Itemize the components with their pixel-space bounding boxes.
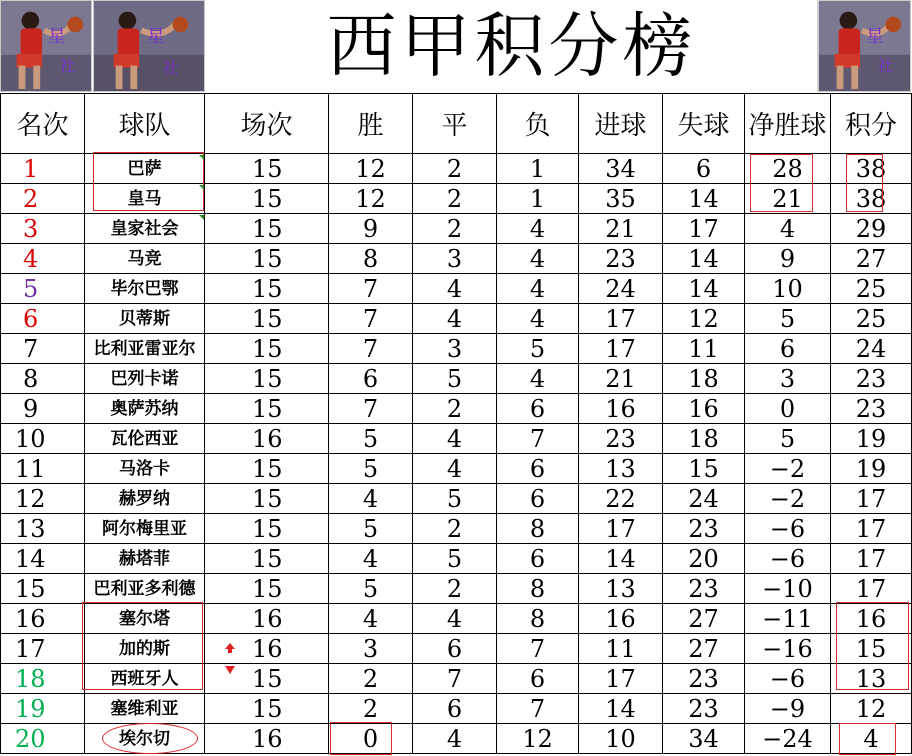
points-cell: 17: [831, 544, 912, 574]
team-name: 毕尔巴鄂: [85, 274, 205, 304]
points-cell: 24: [831, 334, 912, 364]
rank-cell: 18: [1, 664, 85, 694]
draw-cell: 3: [413, 244, 497, 274]
points-cell: 38: [831, 184, 912, 214]
player-thumbnail-icon: [819, 1, 910, 91]
goals-for-cell: 17: [579, 334, 663, 364]
played-cell: 15: [205, 574, 329, 604]
team-name: 加的斯: [85, 634, 205, 664]
goals-for-cell: 34: [579, 154, 663, 184]
rank-cell: 19: [1, 694, 85, 724]
goals-for-cell: 17: [579, 664, 663, 694]
header-row: [1, 94, 912, 154]
lost-cell: 1: [497, 184, 579, 214]
rank-cell: 1: [1, 154, 85, 184]
played-cell: 15: [205, 544, 329, 574]
table-row: [1, 244, 912, 274]
won-cell: 2: [329, 664, 413, 694]
lost-cell: 7: [497, 634, 579, 664]
points-cell: 19: [831, 454, 912, 484]
goals-for-cell: 21: [579, 214, 663, 244]
team-name: 赫塔菲: [85, 544, 205, 574]
table-row: [1, 664, 912, 694]
rank-cell: 20: [1, 724, 85, 754]
lost-cell: 5: [497, 334, 579, 364]
svg-text:社: 社: [162, 58, 179, 78]
played-cell: 15: [205, 334, 329, 364]
played-cell: 15: [205, 394, 329, 424]
points-cell: 38: [831, 154, 912, 184]
table-row: [1, 694, 912, 724]
goal-difference-cell: −6: [745, 664, 831, 694]
played-cell: 16: [205, 634, 329, 664]
goal-difference-cell: 5: [745, 304, 831, 334]
goals-for-cell: 14: [579, 694, 663, 724]
goal-difference-cell: −2: [745, 484, 831, 514]
lost-cell: 7: [497, 694, 579, 724]
table-row: [1, 424, 912, 454]
draw-cell: 5: [413, 484, 497, 514]
goal-difference-cell: −16: [745, 634, 831, 664]
won-cell: 7: [329, 394, 413, 424]
team-name: 皇家社会: [85, 214, 205, 244]
column-header-team: 球队: [85, 94, 205, 154]
goals-for-cell: 35: [579, 184, 663, 214]
lost-cell: 12: [497, 724, 579, 754]
table-row: [1, 154, 912, 184]
rank-cell: 7: [1, 334, 85, 364]
column-header-won: 胜: [329, 94, 413, 154]
goals-against-cell: 23: [663, 574, 745, 604]
arrow-up-icon: [224, 642, 236, 654]
goals-against-cell: 6: [663, 154, 745, 184]
arrow-down-icon: [224, 664, 236, 676]
rank-cell: 6: [1, 304, 85, 334]
page-title: 西甲积分榜: [206, 0, 818, 93]
draw-cell: 4: [413, 724, 497, 754]
goal-difference-cell: 4: [745, 214, 831, 244]
column-header-rank: 名次: [1, 94, 85, 154]
team-name: 皇马: [85, 184, 205, 214]
won-cell: 12: [329, 154, 413, 184]
won-cell: 4: [329, 484, 413, 514]
table-row: [1, 634, 912, 664]
table-row: [1, 724, 912, 754]
goals-against-cell: 34: [663, 724, 745, 754]
draw-cell: 2: [413, 154, 497, 184]
column-header-points: 积分: [831, 94, 912, 154]
team-name: 马洛卡: [85, 454, 205, 484]
draw-cell: 5: [413, 364, 497, 394]
goals-against-cell: 18: [663, 424, 745, 454]
rank-cell: 14: [1, 544, 85, 574]
column-header-played: 场次: [205, 94, 329, 154]
points-cell: 16: [831, 604, 912, 634]
points-cell: 15: [831, 634, 912, 664]
lost-cell: 4: [497, 214, 579, 244]
standings-table: [0, 93, 912, 754]
played-cell: 16: [205, 724, 329, 754]
cell-note-marker: [199, 185, 204, 190]
goals-for-cell: 16: [579, 394, 663, 424]
points-cell: 29: [831, 214, 912, 244]
draw-cell: 4: [413, 274, 497, 304]
table-row: [1, 604, 912, 634]
goal-difference-cell: −24: [745, 724, 831, 754]
played-cell: 16: [205, 604, 329, 634]
goals-against-cell: 23: [663, 694, 745, 724]
table-body: [1, 154, 912, 754]
goals-against-cell: 11: [663, 334, 745, 364]
svg-text:星: 星: [865, 27, 884, 48]
table-row: [1, 184, 912, 214]
table-row: [1, 544, 912, 574]
points-cell: 17: [831, 514, 912, 544]
rank-cell: 16: [1, 604, 85, 634]
lost-cell: 6: [497, 454, 579, 484]
played-cell: 15: [205, 214, 329, 244]
goals-for-cell: 11: [579, 634, 663, 664]
goals-against-cell: 23: [663, 514, 745, 544]
team-name: 奥萨苏纳: [85, 394, 205, 424]
title-banner: [0, 0, 912, 93]
team-name: 塞尔塔: [85, 604, 205, 634]
played-cell: 15: [205, 454, 329, 484]
goal-difference-cell: −2: [745, 454, 831, 484]
played-cell: 16: [205, 424, 329, 454]
goals-against-cell: 27: [663, 604, 745, 634]
won-cell: 4: [329, 604, 413, 634]
goals-against-cell: 20: [663, 544, 745, 574]
rank-cell: 12: [1, 484, 85, 514]
table-row: [1, 454, 912, 484]
played-cell: 15: [205, 244, 329, 274]
goal-difference-cell: 3: [745, 364, 831, 394]
rank-cell: 10: [1, 424, 85, 454]
played-cell: 15: [205, 274, 329, 304]
draw-cell: 2: [413, 214, 497, 244]
goals-for-cell: 24: [579, 274, 663, 304]
draw-cell: 2: [413, 394, 497, 424]
goals-for-cell: 14: [579, 544, 663, 574]
points-cell: 23: [831, 364, 912, 394]
draw-cell: 7: [413, 664, 497, 694]
goal-difference-cell: −6: [745, 544, 831, 574]
points-cell: 25: [831, 304, 912, 334]
won-cell: 12: [329, 184, 413, 214]
svg-text:星: 星: [147, 27, 165, 48]
won-cell: 9: [329, 214, 413, 244]
team-name: 瓦伦西亚: [85, 424, 205, 454]
played-cell: 15: [205, 364, 329, 394]
draw-cell: 6: [413, 694, 497, 724]
points-cell: 4: [831, 724, 912, 754]
rank-cell: 15: [1, 574, 85, 604]
column-header-lost: 负: [497, 94, 579, 154]
team-name: 马竞: [85, 244, 205, 274]
table-row: [1, 574, 912, 604]
team-name: 赫罗纳: [85, 484, 205, 514]
lost-cell: 7: [497, 424, 579, 454]
won-cell: 5: [329, 574, 413, 604]
goals-against-cell: 17: [663, 214, 745, 244]
rank-cell: 8: [1, 364, 85, 394]
table-row: [1, 304, 912, 334]
rank-cell: 17: [1, 634, 85, 664]
lost-cell: 6: [497, 664, 579, 694]
goals-against-cell: 27: [663, 634, 745, 664]
draw-cell: 3: [413, 334, 497, 364]
goals-for-cell: 21: [579, 364, 663, 394]
svg-text:社: 社: [877, 56, 894, 76]
goals-for-cell: 10: [579, 724, 663, 754]
goals-against-cell: 14: [663, 244, 745, 274]
played-cell: 15: [205, 484, 329, 514]
draw-cell: 6: [413, 634, 497, 664]
played-cell: 15: [205, 304, 329, 334]
draw-cell: 5: [413, 544, 497, 574]
basketball-player-image: [93, 0, 205, 92]
goals-against-cell: 14: [663, 274, 745, 304]
cell-note-marker: [199, 215, 204, 220]
won-cell: 4: [329, 544, 413, 574]
goals-for-cell: 23: [579, 424, 663, 454]
svg-text:社: 社: [59, 56, 76, 76]
basketball-player-image: [818, 0, 911, 92]
points-cell: 17: [831, 484, 912, 514]
column-header-goal-difference: 净胜球: [745, 94, 831, 154]
played-cell: 15: [205, 154, 329, 184]
lost-cell: 8: [497, 514, 579, 544]
team-name: 比利亚雷亚尔: [85, 334, 205, 364]
team-name: 贝蒂斯: [85, 304, 205, 334]
goals-for-cell: 16: [579, 604, 663, 634]
won-cell: 5: [329, 514, 413, 544]
team-name: 塞维利亚: [85, 694, 205, 724]
lost-cell: 6: [497, 544, 579, 574]
goals-for-cell: 23: [579, 244, 663, 274]
won-cell: 7: [329, 274, 413, 304]
team-name: 阿尔梅里亚: [85, 514, 205, 544]
goal-difference-cell: 9: [745, 244, 831, 274]
goal-difference-cell: 6: [745, 334, 831, 364]
team-name: 巴列卡诺: [85, 364, 205, 394]
goal-difference-cell: 21: [745, 184, 831, 214]
points-cell: 23: [831, 394, 912, 424]
goals-against-cell: 16: [663, 394, 745, 424]
goals-for-cell: 17: [579, 514, 663, 544]
won-cell: 7: [329, 334, 413, 364]
player-thumbnail-icon: [94, 1, 204, 91]
won-cell: 3: [329, 634, 413, 664]
lost-cell: 8: [497, 604, 579, 634]
rank-cell: 2: [1, 184, 85, 214]
goals-for-cell: 13: [579, 454, 663, 484]
draw-cell: 4: [413, 604, 497, 634]
column-header-goals-for: 进球: [579, 94, 663, 154]
rank-cell: 13: [1, 514, 85, 544]
team-name: 埃尔切: [85, 724, 205, 754]
goals-against-cell: 18: [663, 364, 745, 394]
goal-difference-cell: 5: [745, 424, 831, 454]
table-row: [1, 484, 912, 514]
won-cell: 6: [329, 364, 413, 394]
won-cell: 5: [329, 454, 413, 484]
draw-cell: 2: [413, 184, 497, 214]
points-cell: 13: [831, 664, 912, 694]
goals-against-cell: 12: [663, 304, 745, 334]
points-cell: 12: [831, 694, 912, 724]
goals-for-cell: 17: [579, 304, 663, 334]
goal-difference-cell: −11: [745, 604, 831, 634]
draw-cell: 4: [413, 304, 497, 334]
rank-cell: 11: [1, 454, 85, 484]
draw-cell: 4: [413, 454, 497, 484]
team-name: 巴萨: [85, 154, 205, 184]
won-cell: 5: [329, 424, 413, 454]
goals-against-cell: 24: [663, 484, 745, 514]
points-cell: 19: [831, 424, 912, 454]
won-cell: 8: [329, 244, 413, 274]
goals-for-cell: 22: [579, 484, 663, 514]
lost-cell: 6: [497, 484, 579, 514]
goal-difference-cell: 10: [745, 274, 831, 304]
table-row: [1, 334, 912, 364]
lost-cell: 8: [497, 574, 579, 604]
won-cell: 0: [329, 724, 413, 754]
played-cell: 15: [205, 514, 329, 544]
played-cell: 15: [205, 694, 329, 724]
draw-cell: 2: [413, 514, 497, 544]
points-cell: 27: [831, 244, 912, 274]
lost-cell: 6: [497, 394, 579, 424]
lost-cell: 4: [497, 304, 579, 334]
played-cell: 15: [205, 664, 329, 694]
played-cell: 15: [205, 184, 329, 214]
column-header-goals-against: 失球: [663, 94, 745, 154]
goal-difference-cell: 0: [745, 394, 831, 424]
lost-cell: 4: [497, 274, 579, 304]
cell-note-marker: [199, 155, 204, 160]
goals-for-cell: 13: [579, 574, 663, 604]
rank-cell: 9: [1, 394, 85, 424]
rank-cell: 4: [1, 244, 85, 274]
team-name: 西班牙人: [85, 664, 205, 694]
won-cell: 7: [329, 304, 413, 334]
rank-cell: 5: [1, 274, 85, 304]
goals-against-cell: 14: [663, 184, 745, 214]
svg-text:星: 星: [47, 27, 66, 48]
lost-cell: 4: [497, 244, 579, 274]
column-header-draw: 平: [413, 94, 497, 154]
player-thumbnail-icon: [1, 1, 91, 91]
table-row: [1, 394, 912, 424]
table-row: [1, 364, 912, 394]
points-cell: 25: [831, 274, 912, 304]
goal-difference-cell: −10: [745, 574, 831, 604]
team-name: 巴利亚多利德: [85, 574, 205, 604]
rank-cell: 3: [1, 214, 85, 244]
goals-against-cell: 23: [663, 664, 745, 694]
goal-difference-cell: −9: [745, 694, 831, 724]
won-cell: 2: [329, 694, 413, 724]
table-row: [1, 274, 912, 304]
table-row: [1, 214, 912, 244]
lost-cell: 4: [497, 364, 579, 394]
goals-against-cell: 15: [663, 454, 745, 484]
basketball-player-image: [0, 0, 92, 92]
table-row: [1, 514, 912, 544]
draw-cell: 2: [413, 574, 497, 604]
lost-cell: 1: [497, 154, 579, 184]
goal-difference-cell: 28: [745, 154, 831, 184]
points-cell: 17: [831, 574, 912, 604]
draw-cell: 4: [413, 424, 497, 454]
goal-difference-cell: −6: [745, 514, 831, 544]
